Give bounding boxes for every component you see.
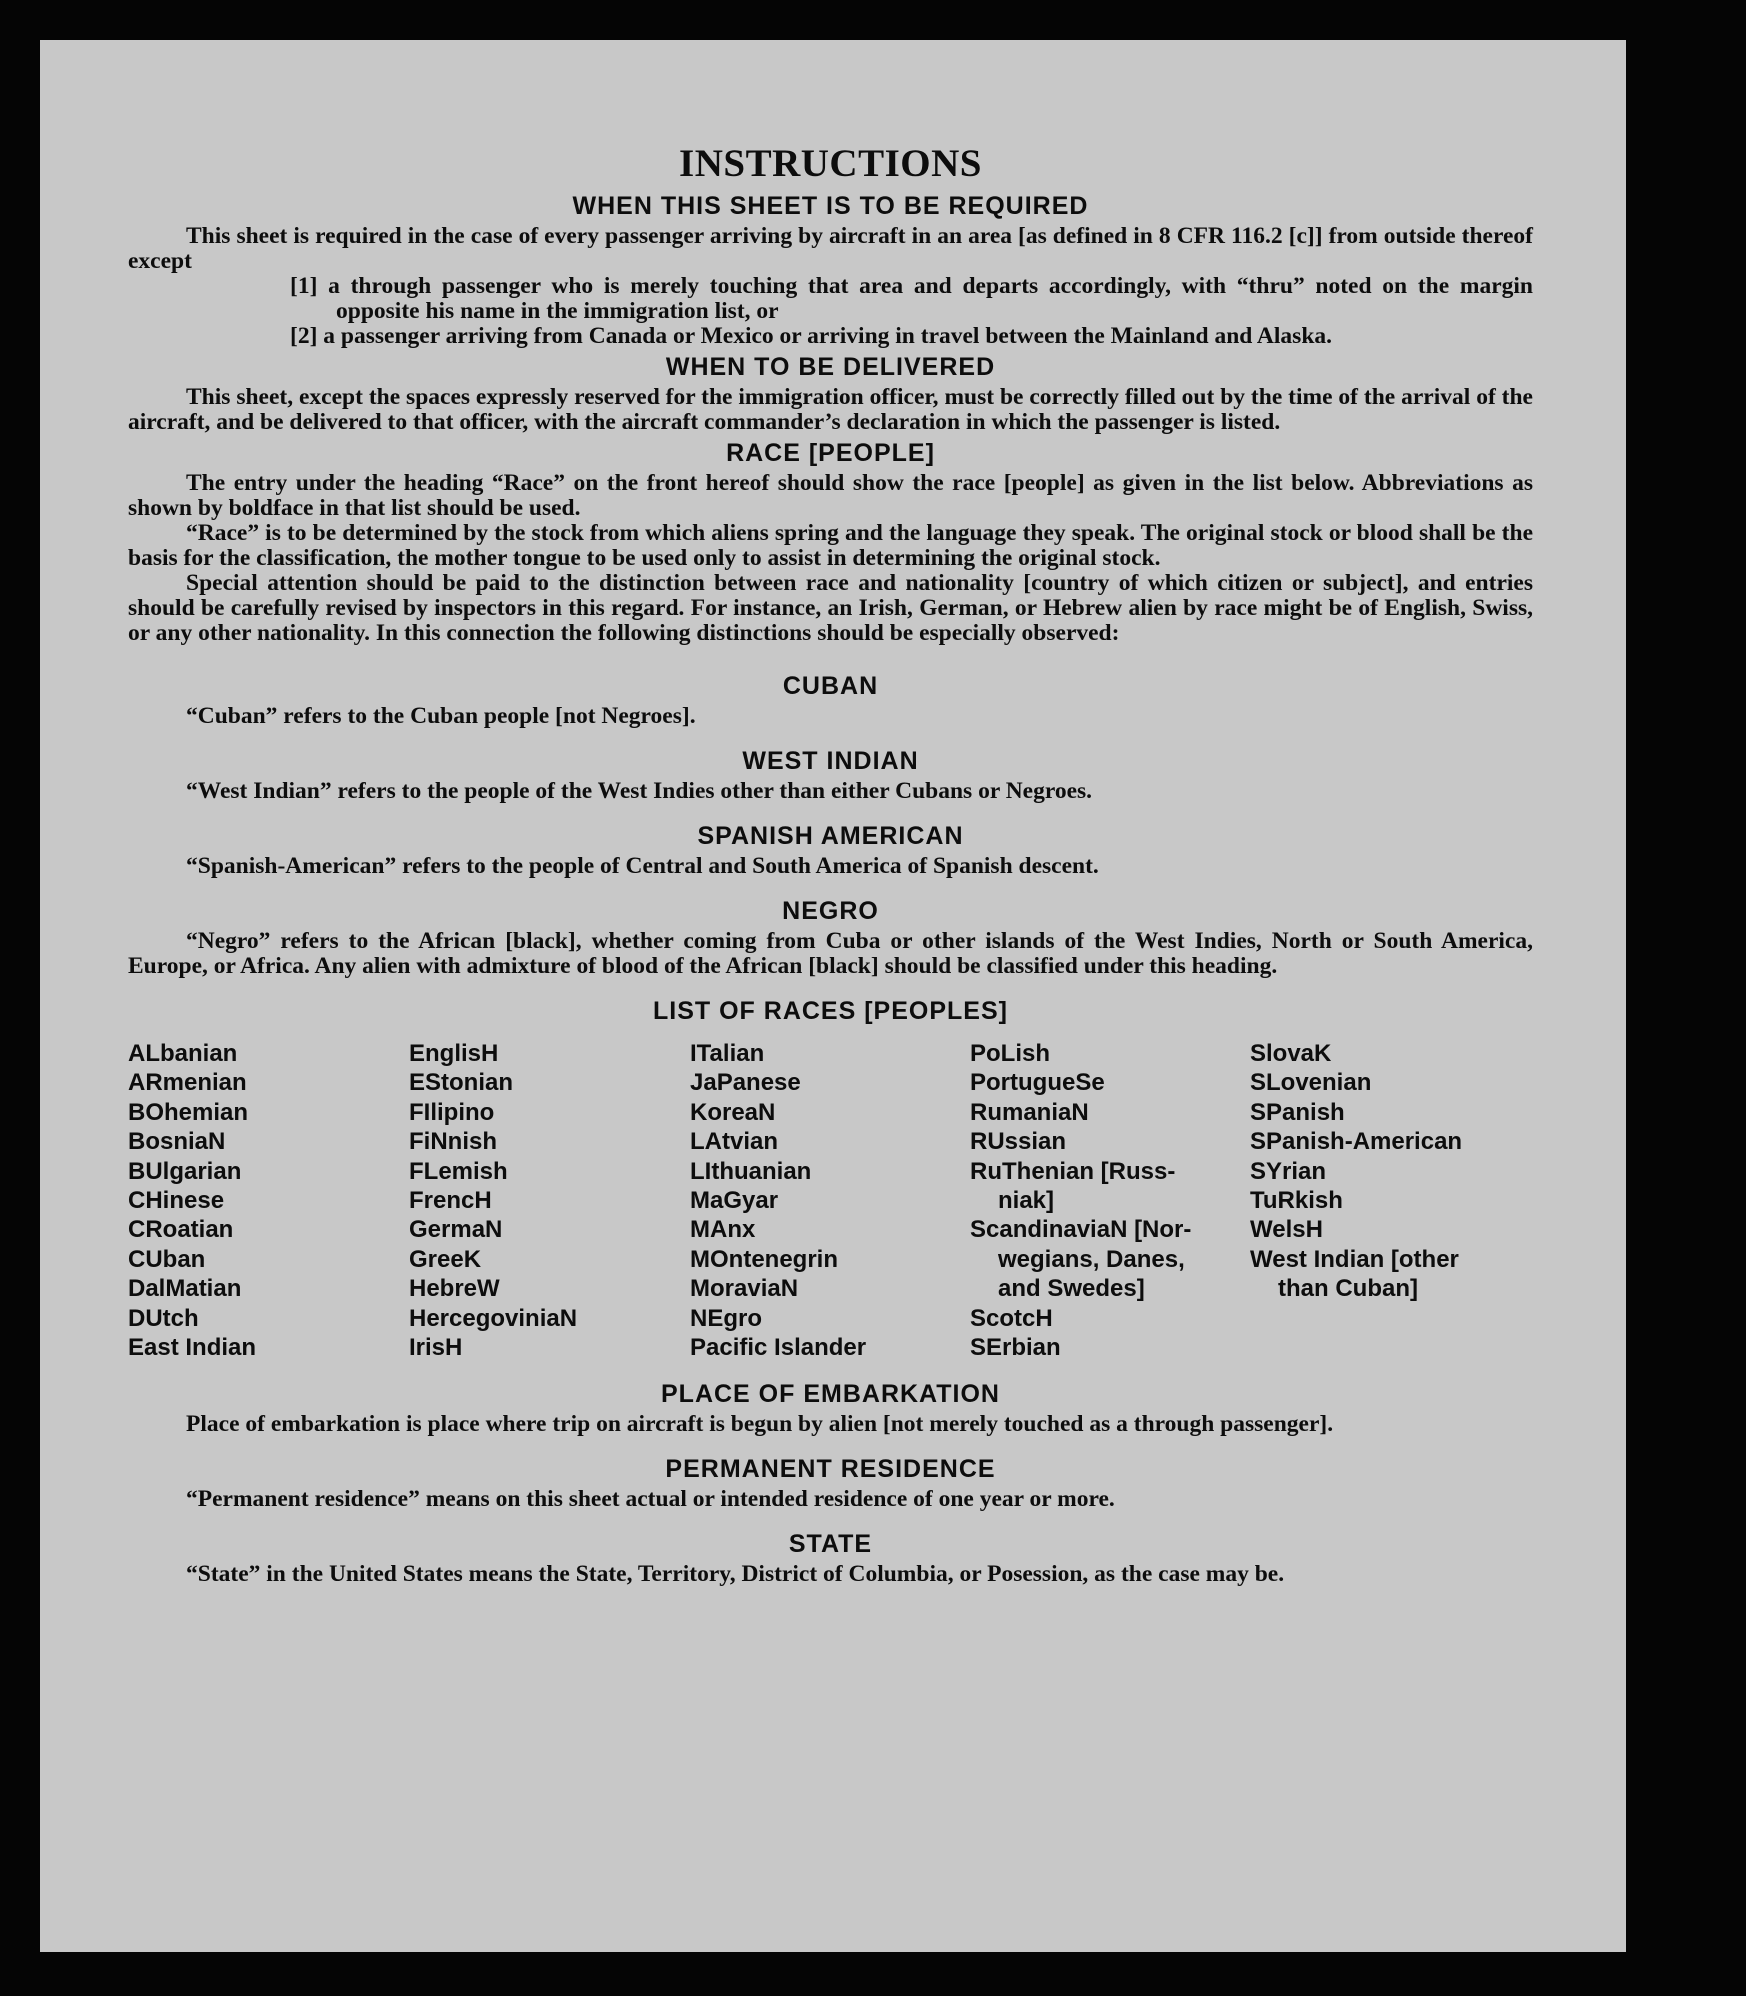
race-entry: FLemish [409,1157,508,1185]
race-entry: PoLish [970,1040,1051,1067]
heading-state: STATE [788,1530,873,1559]
embarkation-text: Place of embarkation is place where trip on aircraft is begun by alien [not merely touched as a through passenger]. [186,1411,1334,1438]
spanish-american-text: “Spanish-American” refers to the people of Central and South America of Spanish descent. [186,853,1099,879]
race-paragraph-1: The entry under the heading “Race” on the front hereof should show the race [people] as given in the list below. Abbreviations as shown by boldface in that list should be used. [128,470,1533,521]
race-entry: ITalian [690,1040,765,1067]
race-entry: TuRkish [1250,1187,1343,1215]
race-entry: DUtch [128,1304,199,1332]
race-entry: ScotcH [970,1304,1053,1332]
race-entry: ScandinaviaN [Nor- [970,1216,1192,1244]
heading-when-delivered: WHEN TO BE DELIVERED [665,353,996,381]
heading-cuban: CUBAN [782,672,879,700]
races-column-5 [1250,1039,1530,1362]
race-entry: FiNnish [409,1128,497,1156]
race-entry: BosniaN [128,1128,226,1156]
document-sheet [40,40,1626,1952]
race-entry: RumaniaN [970,1098,1089,1126]
race-entry: MaGyar [690,1187,779,1215]
race-entry: SLovenian [1250,1069,1372,1097]
race-entry: DalMatian [128,1275,242,1303]
race-entry: ARmenian [128,1069,247,1097]
state-text: “State” in the United States means the State, Territory, District of Columbia, or Posession, as the case may be. [186,1561,1285,1588]
instructions-body [128,140,1533,1587]
race-entry-continuation: than Cuban] [1278,1275,1418,1303]
residence-text: “Permanent residence” means on this sheet actual or intended residence of one year or more. [186,1486,1115,1513]
race-entry-continuation: wegians, Danes, [998,1245,1185,1273]
heading-west-indian: WEST INDIAN [742,747,919,775]
race-entry: LIthuanian [690,1157,812,1185]
race-entry: GreeK [409,1245,482,1273]
race-entry: NEgro [690,1304,762,1332]
race-entry: SlovaK [1250,1040,1332,1067]
race-entry: RuThenian [Russ- [970,1157,1176,1185]
race-entry: BOhemian [128,1098,249,1126]
race-entry: Pacific Islander [690,1334,867,1362]
west-indian-text: “West Indian” refers to the people of the West Indies other than either Cubans or Negroes. [186,778,1093,804]
race-entry: EStonian [409,1069,514,1097]
heading-permanent-residence: PERMANENT RESIDENCE [665,1455,996,1484]
heading-spanish-american: SPANISH AMERICAN [697,822,964,850]
race-entry: FIlipino [409,1098,495,1126]
race-entry: HercegoviniaN [409,1304,578,1332]
race-entry: MoraviaN [690,1275,799,1303]
race-entry: East Indian [128,1334,257,1362]
race-entry: GermaN [409,1216,503,1244]
races-column-4 [970,1039,1250,1362]
race-paragraph-3: Special attention should be paid to the distinction between race and nationality [country of which citizen or subject], and entries should be carefully revised by inspectors in this regard. For instance, an Irish, German, or Hebrew alien by race might be of English, Swiss, or any other nationality. In this connection the following distinctions should be especially observed: [128,570,1533,646]
race-entry: HebreW [409,1275,500,1303]
heading-negro: NEGRO [782,897,879,925]
race-entry: KoreaN [690,1098,776,1126]
race-entry: MOntenegrin [690,1245,838,1273]
race-entry: CHinese [128,1187,225,1215]
race-entry: MAnx [690,1216,756,1244]
race-entry-continuation: niak] [998,1187,1055,1215]
race-entry: LAtvian [690,1128,779,1156]
race-entry: WelsH [1250,1216,1323,1244]
races-column-3 [690,1039,970,1362]
race-entry: CRoatian [128,1216,234,1244]
heading-when-required: WHEN THIS SHEET IS TO BE REQUIRED [572,192,1089,220]
race-paragraph-2: “Race” is to be determined by the stock from which aliens spring and the language they speak. The original stock or blood shall be the basis for the classification, the mother tongue to be used only to assist in determining the original stock. [128,520,1533,571]
races-list [128,1039,1533,1362]
required-item-2: [2] a passenger arriving from Canada or Mexico or arriving in travel between the Mainland and Alaska. [290,323,1333,349]
race-entry-continuation: and Swedes] [998,1275,1145,1303]
race-entry: FrencH [409,1187,492,1215]
race-entry: SPanish [1250,1098,1345,1126]
heading-race: RACE [PEOPLE] [726,439,935,467]
cuban-text: “Cuban” refers to the Cuban people [not Negroes]. [186,703,696,729]
race-entry: BUlgarian [128,1157,242,1185]
race-entry: ALbanian [128,1040,238,1067]
required-intro: This sheet is required in the case of every passenger arriving by aircraft in an area [as defined in 8 CFR 116.2 [c]] from outside thereof except [128,223,1533,274]
delivered-text: This sheet, except the spaces expressly reserved for the immigration officer, must be correctly filled out by the time of the arrival of the aircraft, and be delivered to that officer, with the aircraft commander’s declaration in which the passenger is listed. [128,384,1533,435]
heading-list-of-races: LIST OF RACES [PEOPLES] [653,997,1008,1025]
negro-text: “Negro” refers to the African [black], whether coming from Cuba or other islands of the West Indies, North or South America, Europe, or Africa. Any alien with admixture of blood of the African [black] should be classified under this heading. [128,928,1533,979]
races-column-1 [128,1039,409,1362]
race-entry: EnglisH [409,1040,499,1067]
race-entry: SPanish-American [1250,1128,1463,1156]
race-entry: CUban [128,1245,206,1273]
races-column-2 [409,1039,690,1362]
race-entry: RUssian [970,1128,1067,1156]
race-entry: SErbian [970,1334,1061,1362]
required-item-1: [1] a through passenger who is merely touching that area and departs accordingly, with “thru” noted on the margin opposite his name in the immigration list, or [290,273,1533,324]
race-entry: IrisH [409,1334,463,1362]
heading-place-of-embarkation: PLACE OF EMBARKATION [661,1380,1000,1409]
race-entry: PortugueSe [970,1069,1105,1097]
race-entry: West Indian [other [1250,1245,1459,1273]
race-entry: JaPanese [690,1069,801,1097]
page-title: INSTRUCTIONS [679,142,982,185]
race-entry: SYrian [1250,1157,1327,1185]
